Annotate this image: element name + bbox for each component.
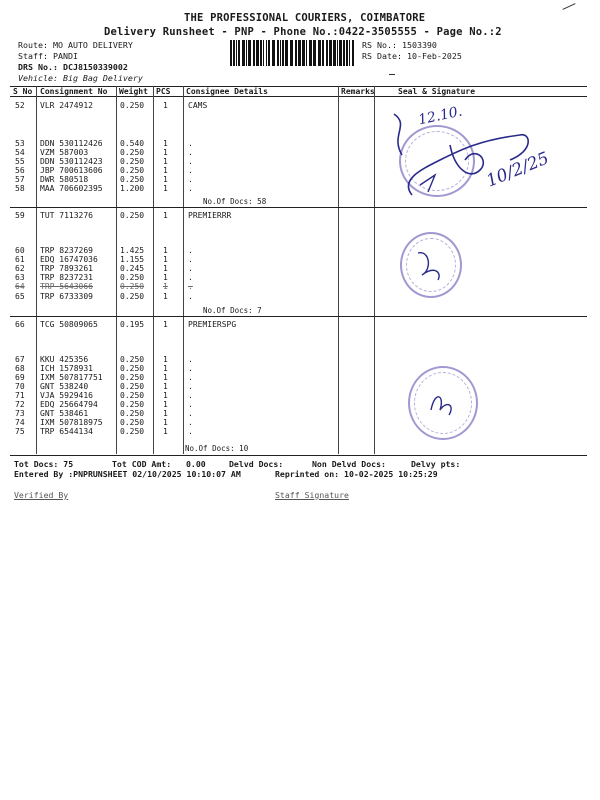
cell-pcs: 1 — [163, 139, 168, 148]
cell-wt: 0.250 — [120, 211, 145, 220]
col-consignment: Consignment No — [40, 87, 108, 96]
cell-cno: JBP 700613606 — [40, 166, 103, 175]
cell-wt: 0.195 — [120, 320, 145, 329]
table-row — [0, 255, 600, 264]
barcode-bar — [268, 40, 270, 66]
table-bottom-rule — [10, 455, 587, 456]
barcode-bar — [343, 40, 345, 66]
staff: Staff: PANDI — [18, 51, 78, 61]
rs-number: RS No.: 1503390 — [362, 40, 437, 50]
cell-pcs: 1 — [163, 255, 168, 264]
cell-det: . — [188, 264, 193, 273]
cell-pcs: 1 — [163, 320, 168, 329]
delivery-points: Delvy pts: — [411, 459, 461, 469]
cell-wt: 0.250 — [120, 292, 145, 301]
cell-cno: TRP 6733309 — [40, 292, 93, 301]
barcode-bar — [339, 40, 342, 66]
entered-by: Entered By :PNPRUNSHEET 02/10/2025 10:10:07 AM — [14, 469, 241, 479]
cell-wt: 0.250 — [120, 382, 145, 391]
table-row — [0, 382, 600, 391]
cell-sno: 74 — [15, 418, 25, 427]
cell-cno: VZM 587003 — [40, 148, 89, 157]
barcode-bar — [285, 40, 288, 66]
barcode-bar — [253, 40, 255, 66]
cell-det: . — [188, 166, 193, 175]
barcode-bar — [277, 40, 279, 66]
cell-cno: IXM 507818975 — [40, 418, 103, 427]
cell-wt: 0.250 — [120, 409, 145, 418]
cell-wt: 0.250 — [120, 273, 145, 282]
barcode-bar — [298, 40, 301, 66]
cell-wt: 0.250 — [120, 282, 145, 291]
cell-wt: 0.245 — [120, 264, 145, 273]
barcode-bar — [302, 40, 305, 66]
col-consignee: Consignee Details — [186, 87, 268, 96]
cell-cno: TRP 8237269 — [40, 246, 93, 255]
cell-det: . — [188, 273, 193, 282]
pen-mark — [562, 3, 575, 10]
cell-sno: 67 — [15, 355, 25, 364]
cell-cno: TRP 8237231 — [40, 273, 93, 282]
barcode-bar — [238, 40, 240, 66]
barcode-bar — [333, 40, 336, 66]
cell-wt: 0.250 — [120, 355, 145, 364]
table-header-rule — [10, 96, 587, 97]
cell-pcs: 1 — [163, 418, 168, 427]
table-row — [0, 427, 600, 436]
cell-wt: 0.250 — [120, 391, 145, 400]
cell-det: . — [188, 175, 193, 184]
barcode-bar — [248, 40, 251, 66]
cell-det: CAMS — [188, 101, 208, 110]
cell-sno: 70 — [15, 382, 25, 391]
cell-sno: 66 — [15, 320, 25, 329]
cell-sno: 60 — [15, 246, 25, 255]
cell-pcs: 1 — [163, 409, 168, 418]
barcode-bar — [309, 40, 312, 66]
cell-wt: 0.250 — [120, 373, 145, 382]
company-title: THE PROFESSIONAL COURIERS, COIMBATORE — [184, 12, 426, 24]
table-row — [0, 418, 600, 427]
barcode-bar — [260, 40, 262, 66]
vehicle: Vehicle: Big Bag Delivery — [18, 73, 143, 83]
cell-sno: 71 — [15, 391, 25, 400]
cell-det: . — [188, 157, 193, 166]
cell-det: . — [188, 391, 193, 400]
table-row — [0, 364, 600, 373]
table-row — [0, 400, 600, 409]
cell-pcs: 1 — [163, 391, 168, 400]
barcode-bar — [306, 40, 307, 66]
cell-cno: TUT 7113276 — [40, 211, 93, 220]
table-row — [0, 273, 600, 282]
cell-det: . — [188, 418, 193, 427]
total-cod-label: Tot COD Amt: — [112, 459, 172, 469]
barcode-bar — [352, 40, 354, 66]
group-total: No.Of Docs: 58 — [203, 197, 267, 206]
cell-det: . — [188, 427, 193, 436]
table-row — [0, 282, 600, 291]
barcode-bar — [295, 40, 297, 66]
cell-sno: 65 — [15, 292, 25, 301]
cell-det: . — [188, 355, 193, 364]
cell-det: . — [188, 282, 193, 291]
table-row — [0, 320, 600, 329]
cell-det: . — [188, 400, 193, 409]
cell-sno: 63 — [15, 273, 25, 282]
verified-by: Verified By — [14, 490, 69, 500]
table-row — [0, 292, 600, 301]
cell-det: . — [188, 246, 193, 255]
delivered-docs: Delvd Docs: — [229, 459, 284, 469]
cell-cno: EDQ 25664794 — [40, 400, 98, 409]
barcode-bar — [318, 40, 321, 66]
barcode-bar — [263, 40, 264, 66]
cell-sno: 64 — [15, 282, 25, 291]
col-seal: Seal & Signature — [398, 87, 476, 96]
group-total: No.Of Docs: 7 — [203, 306, 262, 315]
cell-pcs: 1 — [163, 184, 168, 193]
cell-pcs: 1 — [163, 364, 168, 373]
cell-det: . — [188, 409, 193, 418]
table-header — [0, 87, 600, 96]
pen-mark — [389, 74, 395, 75]
table-row — [0, 211, 600, 220]
table-row — [0, 409, 600, 418]
cell-pcs: 1 — [163, 101, 168, 110]
cell-det: PREMIERRR — [188, 211, 232, 220]
table-row — [0, 246, 600, 255]
cell-wt: 0.250 — [120, 166, 145, 175]
cell-wt: 0.250 — [120, 364, 145, 373]
barcode-bar — [337, 40, 338, 66]
cell-det: . — [188, 382, 193, 391]
handwritten-time: 12.10. — [416, 103, 464, 129]
cell-det: . — [188, 184, 193, 193]
cell-cno: GNT 538240 — [40, 382, 89, 391]
cell-cno: TRP 7893261 — [40, 264, 93, 273]
cell-cno: DDN 530112426 — [40, 139, 103, 148]
cell-cno: TRP 6544134 — [40, 427, 93, 436]
non-delivered-docs: Non Delvd Docs: — [312, 459, 386, 469]
barcode-bar — [346, 40, 348, 66]
cell-cno: TCG 50809065 — [40, 320, 98, 329]
cell-sno: 73 — [15, 409, 25, 418]
cell-pcs: 1 — [163, 292, 168, 301]
cell-pcs: 1 — [163, 273, 168, 282]
cell-cno: KKU 425356 — [40, 355, 89, 364]
cell-sno: 59 — [15, 211, 25, 220]
col-remarks: Remarks — [341, 87, 375, 96]
group-separator — [10, 316, 587, 317]
table-row — [0, 355, 600, 364]
cell-wt: 0.250 — [120, 157, 145, 166]
barcode-bar — [266, 40, 267, 66]
cell-sno: 61 — [15, 255, 25, 264]
staff-signature: Staff Signature — [275, 490, 349, 500]
cell-sno: 75 — [15, 427, 25, 436]
cell-cno: MAA 706602395 — [40, 184, 103, 193]
col-pcs: PCS — [156, 87, 171, 96]
barcode-bar — [256, 40, 259, 66]
cell-pcs: 1 — [163, 400, 168, 409]
barcode-bar — [280, 40, 281, 66]
cell-wt: 0.250 — [120, 427, 145, 436]
barcode-bar — [230, 40, 232, 66]
cell-det: . — [188, 255, 193, 264]
cell-sno: 72 — [15, 400, 25, 409]
cell-pcs: 1 — [163, 175, 168, 184]
handwritten-date: 10/2/25 — [483, 148, 552, 192]
signature-scribble — [380, 100, 590, 210]
cell-det: . — [188, 148, 193, 157]
cell-det: . — [188, 292, 193, 301]
cell-cno: VJA 5929416 — [40, 391, 93, 400]
cell-pcs: 1 — [163, 373, 168, 382]
cell-det: . — [188, 139, 193, 148]
cell-pcs: 1 — [163, 355, 168, 364]
barcode-bar — [272, 40, 275, 66]
signature-scribble — [425, 385, 460, 420]
cell-sno: 58 — [15, 184, 25, 193]
barcode-bar — [282, 40, 284, 66]
barcode-bar — [246, 40, 247, 66]
group-total: No.Of Docs: 10 — [185, 444, 249, 453]
drs-number: DRS No.: DCJ8150339002 — [18, 62, 128, 72]
cell-cno: EDQ 16747036 — [40, 255, 98, 264]
cell-sno: 56 — [15, 166, 25, 175]
cell-cno: TRP 5643066 — [40, 282, 93, 291]
cell-wt: 1.200 — [120, 184, 145, 193]
barcode-bar — [236, 40, 237, 66]
barcode-bar — [233, 40, 235, 66]
col-weight: Weight — [119, 87, 148, 96]
cell-sno: 53 — [15, 139, 25, 148]
rs-date: RS Date: 10-Feb-2025 — [362, 51, 462, 61]
cell-cno: ICH 1578931 — [40, 364, 93, 373]
cell-sno: 69 — [15, 373, 25, 382]
cell-cno: IXM 507817751 — [40, 373, 103, 382]
total-cod-value: 0.00 — [186, 459, 206, 469]
cell-cno: VLR 2474912 — [40, 101, 93, 110]
cell-pcs: 1 — [163, 282, 168, 291]
cell-pcs: 1 — [163, 246, 168, 255]
cell-wt: 1.425 — [120, 246, 145, 255]
barcode-bar — [326, 40, 328, 66]
cell-cno: DDN 530112423 — [40, 157, 103, 166]
barcode-bar — [349, 40, 350, 66]
reprinted-on: Reprinted on: 10-02-2025 10:25:29 — [275, 469, 438, 479]
total-docs: Tot Docs: 75 — [14, 459, 74, 469]
cell-wt: 0.250 — [120, 418, 145, 427]
cell-det: PREMIERSPG — [188, 320, 237, 329]
cell-wt: 0.250 — [120, 175, 145, 184]
cell-pcs: 1 — [163, 166, 168, 175]
cell-wt: 0.540 — [120, 139, 145, 148]
cell-wt: 0.250 — [120, 400, 145, 409]
route: Route: MO AUTO DELIVERY — [18, 40, 133, 50]
cell-sno: 62 — [15, 264, 25, 273]
cell-pcs: 1 — [163, 148, 168, 157]
cell-wt: 0.250 — [120, 101, 145, 110]
cell-sno: 52 — [15, 101, 25, 110]
table-row — [0, 391, 600, 400]
cell-wt: 0.250 — [120, 148, 145, 157]
cell-pcs: 1 — [163, 382, 168, 391]
cell-sno: 54 — [15, 148, 25, 157]
cell-sno: 55 — [15, 157, 25, 166]
barcode-bar — [329, 40, 332, 66]
table-row — [0, 373, 600, 382]
signature-scribble — [410, 245, 450, 285]
cell-pcs: 1 — [163, 264, 168, 273]
runsheet-subtitle: Delivery Runsheet - PNP - Phone No.:0422-3505555 - Page No.:2 — [104, 26, 502, 38]
table-row — [0, 264, 600, 273]
col-sno: S No — [13, 87, 33, 96]
barcode-bar — [322, 40, 324, 66]
cell-pcs: 1 — [163, 427, 168, 436]
cell-det: . — [188, 373, 193, 382]
cell-wt: 1.155 — [120, 255, 145, 264]
barcode-bar — [290, 40, 293, 66]
barcode — [230, 40, 355, 66]
cell-cno: DWR 580518 — [40, 175, 89, 184]
cell-sno: 57 — [15, 175, 25, 184]
barcode-bar — [313, 40, 316, 66]
cell-pcs: 1 — [163, 211, 168, 220]
cell-det: . — [188, 364, 193, 373]
cell-cno: GNT 538461 — [40, 409, 89, 418]
cell-sno: 68 — [15, 364, 25, 373]
barcode-bar — [242, 40, 245, 66]
cell-pcs: 1 — [163, 157, 168, 166]
